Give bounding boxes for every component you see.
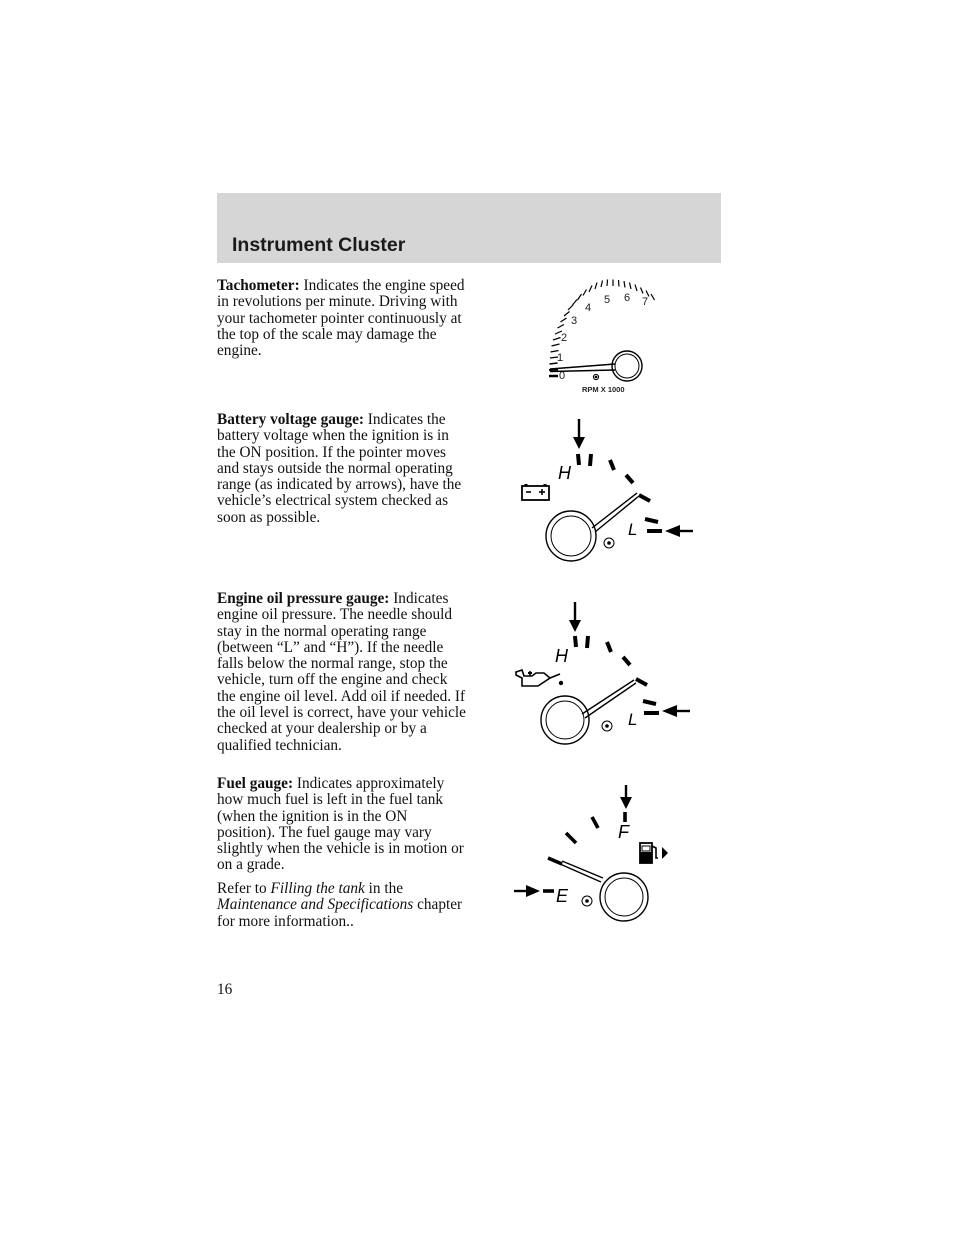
refer-suffix: chapter for more information.. [217, 896, 463, 930]
refer-paragraph [217, 881, 469, 930]
battery-paragraph [217, 412, 469, 526]
refer-link-maintenance: Maintenance and Specifications [217, 896, 414, 914]
chapter-title: Instrument Cluster [232, 234, 406, 256]
fuel-body: Indicates approximately how much fuel is left in the fuel tank (when the ignition is in the ON position). The fuel gauge may vary slightly when the vehicle is in motion or on a grade. [217, 775, 464, 874]
oil-reset-dot [602, 721, 612, 731]
oil-can-icon [516, 670, 562, 686]
tachometer-reset-dot [593, 374, 598, 379]
refer-middle: in the [364, 880, 404, 897]
battery-low-arrow [665, 525, 693, 537]
tachometer-label-3: 3 [571, 315, 578, 327]
tachometer-label-2: 2 [561, 332, 568, 344]
fuel-needle [560, 861, 648, 921]
tachometer-label-7: 7 [642, 296, 649, 308]
fuel-heading: Fuel gauge: [217, 775, 294, 792]
battery-gauge-figure [515, 415, 700, 565]
fuel-pump-icon [640, 843, 668, 863]
battery-reset-dot [604, 538, 614, 548]
tachometer-body: Indicates the engine speed in revolutions per minute. Driving with your tachometer pointer continuously at the top of the scale may damage the engine. [217, 277, 465, 360]
oil-paragraph [217, 591, 469, 754]
oil-body: Indicates engine oil pressure. The needle should stay in the normal operating range (between “L” and “H”). If the needle falls below the normal range, stop the vehicle, turn off the engine and check the engine oil level. Add oil if needed. If the oil level is correct, have your vehicle checked at your dealership or by a qualified technician. [217, 590, 466, 754]
battery-heading: Battery voltage gauge: [217, 411, 364, 428]
fuel-full-arrow [620, 785, 632, 809]
tachometer-label-1: 1 [557, 352, 564, 364]
battery-high-label: H [558, 463, 571, 483]
fuel-reset-dot [582, 896, 592, 906]
tachometer-paragraph [217, 278, 469, 359]
battery-icon [522, 484, 549, 500]
oil-low-label: L [628, 710, 638, 729]
tachometer-figure [540, 278, 670, 400]
tachometer-tick-marks [549, 280, 655, 377]
fuel-tick-marks [543, 812, 625, 891]
fuel-gauge-figure [510, 780, 680, 925]
oil-high-arrow [569, 602, 581, 632]
fuel-full-label: F [618, 822, 629, 842]
oil-heading: Engine oil pressure gauge: [217, 590, 390, 607]
chapter-header [217, 193, 721, 263]
tachometer-label-0: 0 [559, 370, 566, 382]
page-number: 16 [217, 981, 233, 998]
oil-low-arrow [662, 705, 690, 717]
tachometer-label-6: 6 [624, 292, 631, 304]
battery-body: Indicates the battery voltage when the ignition is in the ON position. If the pointer moves and stays outside the normal operating range (as indicated by arrows), have the vehicle’s electrical system checked as soon as possible. [217, 411, 462, 526]
fuel-empty-arrow [514, 885, 540, 897]
refer-link-filling-tank: Filling the tank [270, 880, 365, 897]
battery-low-label: L [628, 520, 638, 539]
fuel-paragraph [217, 776, 469, 874]
battery-high-arrow [573, 419, 585, 449]
tachometer-unit-label: RPM X 1000 [582, 385, 625, 394]
tachometer-label-5: 5 [604, 294, 611, 306]
oil-needle [541, 680, 636, 744]
tachometer-heading: Tachometer: [217, 277, 300, 294]
battery-needle [546, 493, 639, 561]
tachometer-label-4: 4 [585, 302, 592, 314]
fuel-empty-label: E [556, 886, 569, 906]
refer-prefix: Refer to [217, 880, 271, 897]
oil-high-label: H [555, 646, 568, 666]
oil-pressure-gauge-figure [510, 600, 695, 750]
oil-tick-marks [575, 636, 659, 713]
